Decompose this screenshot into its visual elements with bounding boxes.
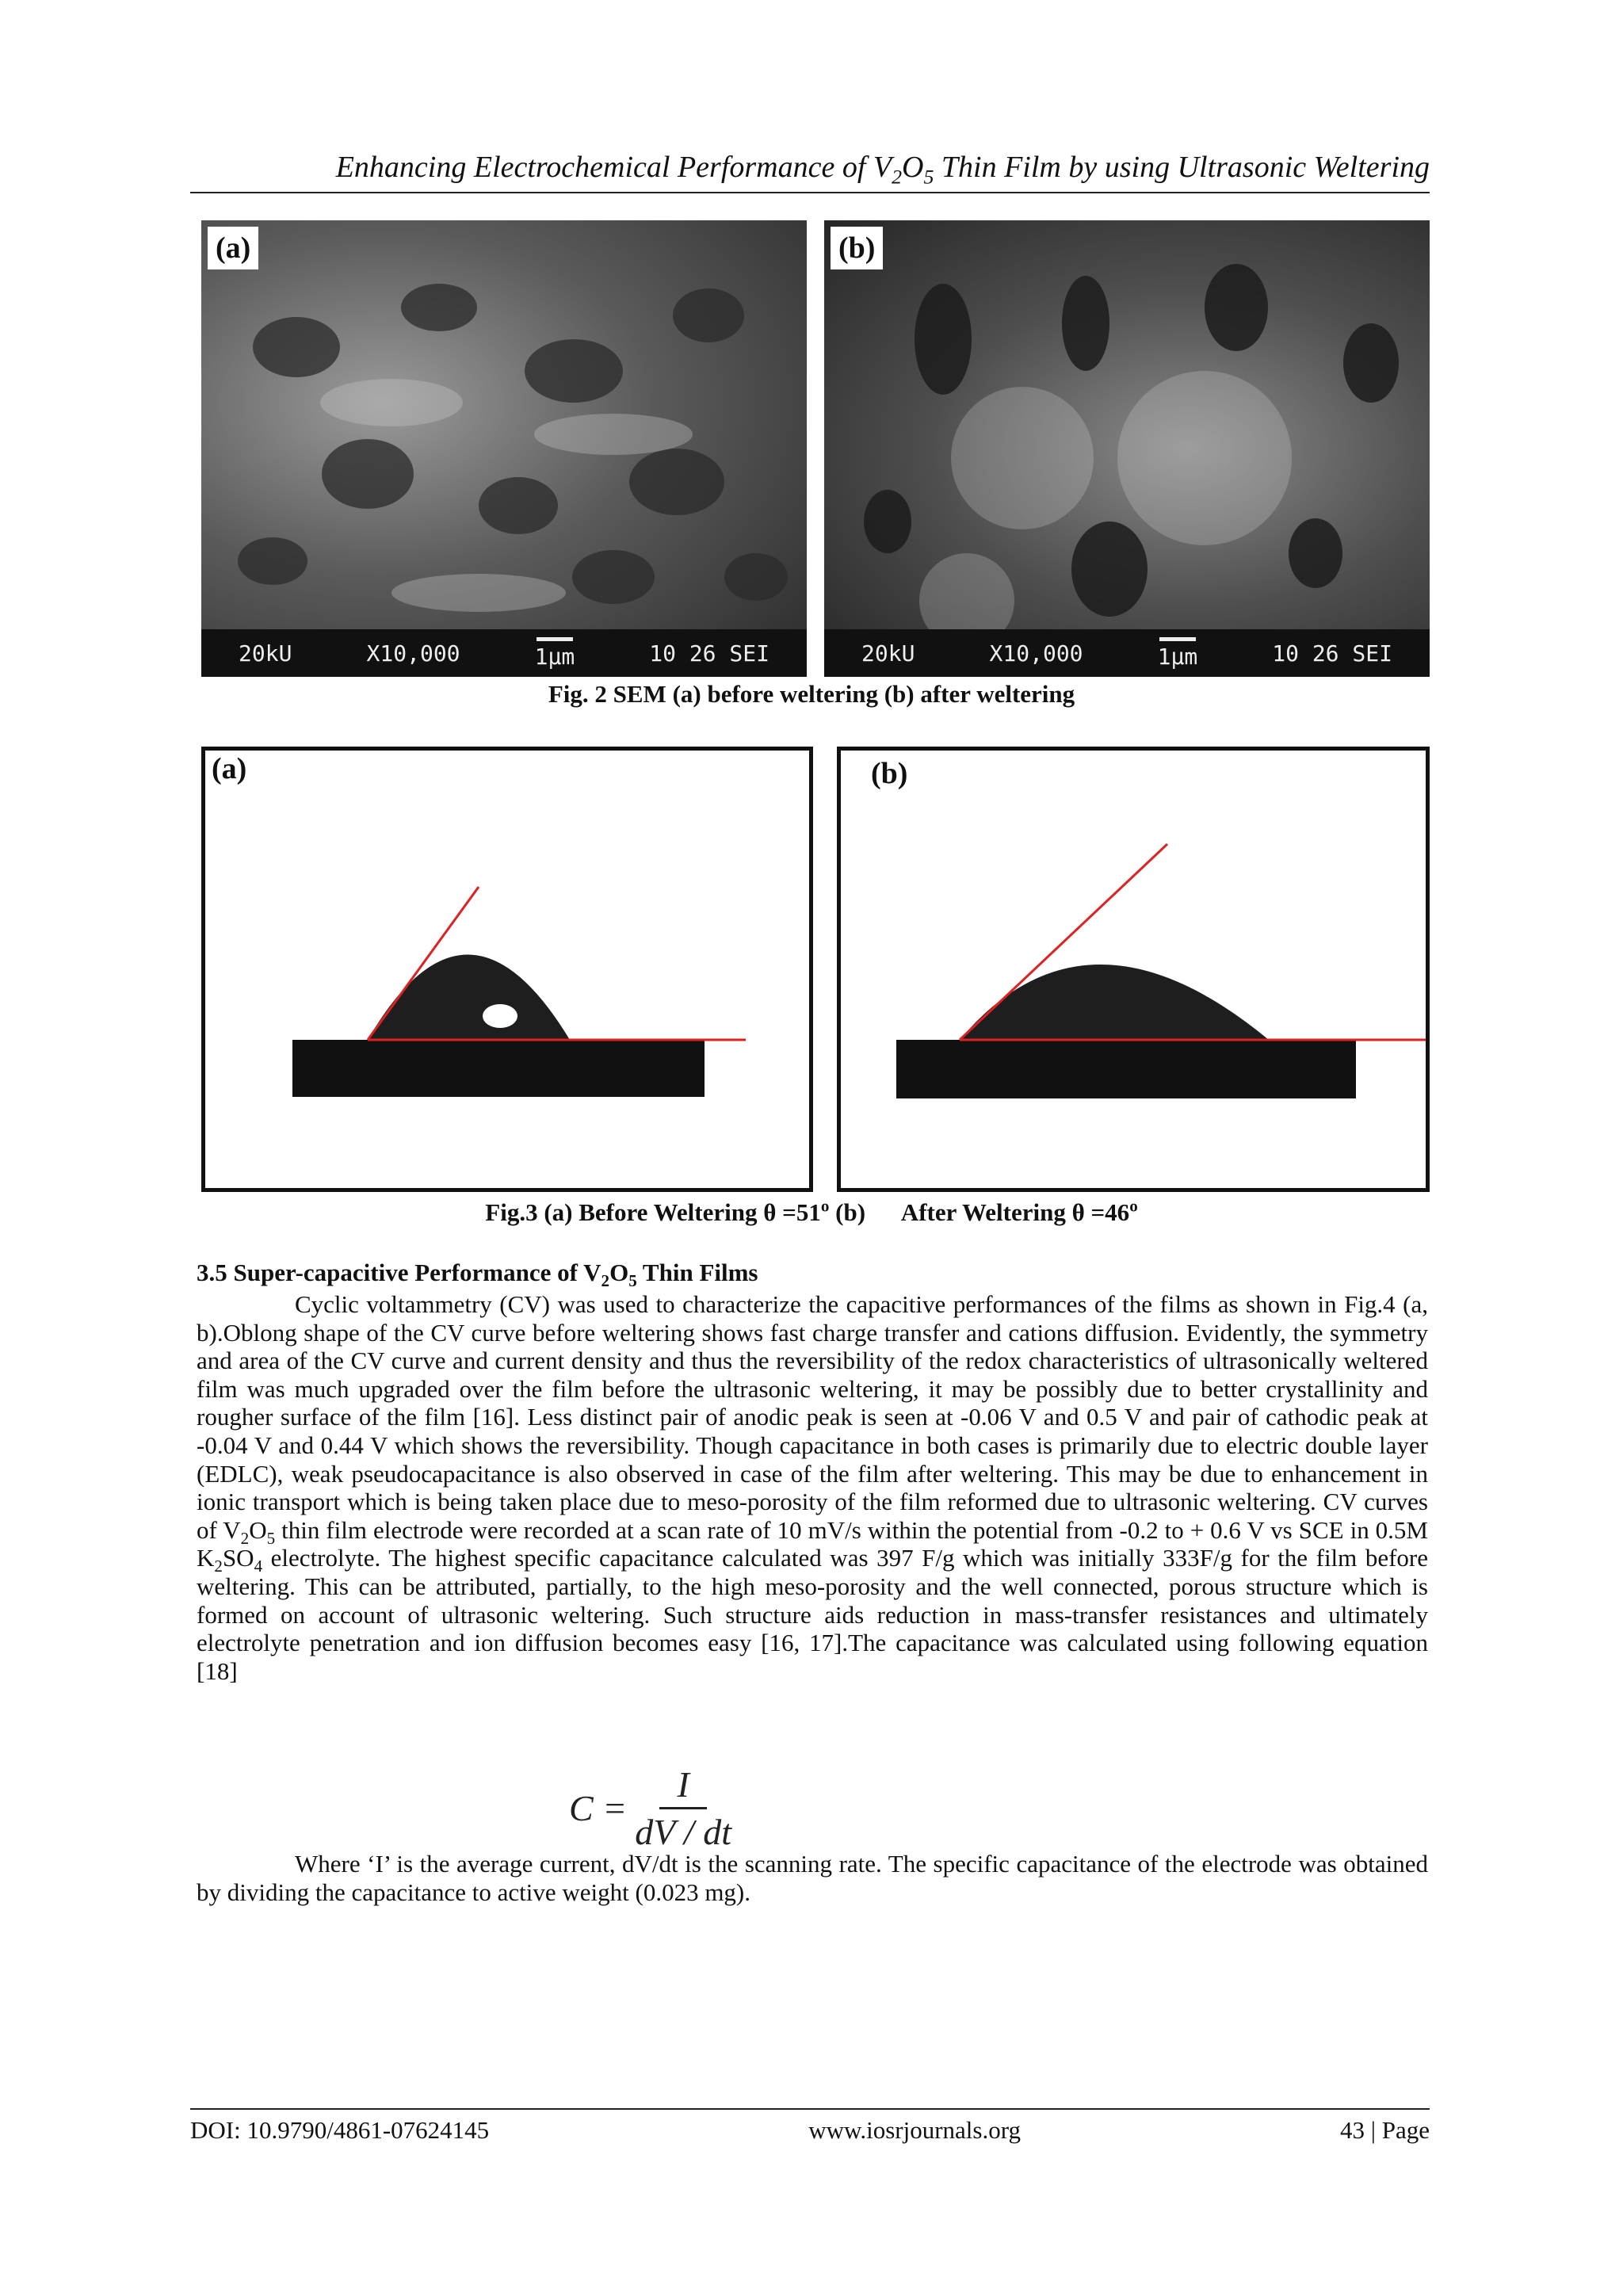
subscript: 2	[214, 1557, 223, 1576]
header-title-part: Thin Film by using Ultrasonic Weltering	[934, 151, 1430, 184]
sem-texture-before	[201, 220, 807, 677]
body-paragraph-1	[197, 1290, 1428, 1685]
header-subscript: 5	[923, 165, 934, 189]
paragraph-text: thin film electrode were recorded at a scan rate of 10 mV/s within the potential from -0.2 to + 0.6 V vs SCE in 0.5M K	[197, 1515, 1428, 1572]
degree-superscript: o	[1129, 1196, 1138, 1216]
running-header	[190, 149, 1430, 193]
footer-doi: DOI: 10.9790/4861-07624145	[190, 2116, 490, 2144]
panel-label-b: (b)	[871, 757, 908, 790]
paragraph-text: Where ‘I’ is the average current, dV/dt is the scanning rate. The specific capacitance of the electrode was obtained by dividing the capacitance to active weight (0.023 mg).	[197, 1850, 1428, 1906]
footer-site: www.iosrjournals.org	[808, 2116, 1021, 2144]
fig3-caption-part: Fig.3 (a) Before Weltering θ =51	[485, 1198, 821, 1226]
fig2-caption: Fig. 2 SEM (a) before weltering (b) after weltering	[548, 680, 1075, 708]
fig3-caption	[0, 1198, 1623, 1227]
droplet-drawing-after	[841, 751, 1426, 1188]
sem-texture-after	[824, 220, 1430, 677]
page-footer	[190, 2108, 1430, 2145]
section-title-part: O	[609, 1259, 629, 1286]
sem-magnification: X10,000	[989, 640, 1083, 667]
equation-denominator: dV / dt	[635, 1811, 732, 1852]
panel-label-b: (b)	[831, 227, 883, 269]
panel-label-a: (a)	[208, 227, 258, 269]
equation-lhs: C =	[569, 1787, 628, 1828]
panel-label-a: (a)	[212, 752, 247, 785]
contact-angle-before	[201, 747, 813, 1192]
paragraph-text: SO	[222, 1544, 254, 1572]
equation-fraction	[635, 1763, 731, 1853]
sem-image-before	[201, 220, 807, 677]
sem-code: 10 26 SEI	[649, 640, 769, 667]
sem-image-after	[824, 220, 1430, 677]
section-title-part: Thin Films	[636, 1259, 758, 1286]
sem-info-bar	[201, 629, 807, 677]
sem-voltage: 20kU	[861, 640, 915, 667]
sem-voltage: 20kU	[239, 640, 292, 667]
body-paragraph-2	[197, 1850, 1428, 1906]
section-subscript: 5	[628, 1271, 637, 1291]
section-title-part: 3.5 Super-capacitive Performance of V	[197, 1259, 601, 1286]
subscript: 4	[254, 1557, 263, 1576]
contact-angle-after	[837, 747, 1430, 1192]
header-title-part: Enhancing Electrochemical Performance of V	[335, 151, 892, 184]
paragraph-text: electrolyte. The highest specific capacitance calculated was 397 F/g which was initially 333F/g for the film before weltering. This can be attributed, partially, to the high meso-porosity and the well connected, porous structure which is formed on account of ultrasonic weltering. Such structure aids reduction in mass-transfer resistances and ultimately electrolyte penetration and ion diffusion becomes easy [16, 17].The capacitance was calculated using following equation [18]	[197, 1544, 1428, 1685]
header-title-part: O	[902, 151, 924, 184]
paragraph-text: Cyclic voltammetry (CV) was used to characterize the capacitive performances of the films as shown in Fig.4 (a, b).Oblong shape of the CV curve before weltering shows fast charge transfer and cations diffusion. Evidently, the symmetry and area of the CV curve and current density and thus the reversibility of the redox characteristics of ultrasonically weltered film was much upgraded over the film before the ultrasonic weltering, it may be possibly due to better crystallinity and rougher surface of the film [16]. Less distinct pair of anodic peak is seen at -0.06 V and 0.5 V and pair of cathodic peak at -0.04 V and 0.44 V which shows the reversibility. Though capacitance in both cases is primarily due to electric double layer (EDLC), weak pseudocapacitance is also observed in case of the film after weltering. This may be due to enhancement in ionic transport which is being taken place due to meso-porosity of the film reformed due to ultrasonic weltering. CV curves of V	[197, 1290, 1428, 1544]
section-subscript: 2	[601, 1271, 610, 1291]
header-subscript: 2	[892, 165, 903, 189]
sem-magnification: X10,000	[366, 640, 460, 667]
footer-page-number: 43 | Page	[1340, 2116, 1430, 2144]
degree-superscript: o	[820, 1196, 830, 1216]
sem-scale-bar: 1μm	[535, 637, 575, 670]
sem-info-bar	[824, 629, 1430, 677]
section-heading	[197, 1259, 758, 1291]
droplet-drawing-before	[205, 751, 809, 1188]
sem-scale-bar: 1μm	[1158, 637, 1198, 670]
subscript: 5	[266, 1528, 276, 1548]
equation-numerator: I	[659, 1763, 706, 1809]
subscript: 2	[240, 1528, 250, 1548]
sem-code: 10 26 SEI	[1272, 640, 1392, 667]
fig3-caption-part: (b) After Weltering θ =46	[829, 1198, 1130, 1226]
paragraph-text: O	[249, 1515, 267, 1544]
capacitance-equation	[569, 1764, 731, 1851]
